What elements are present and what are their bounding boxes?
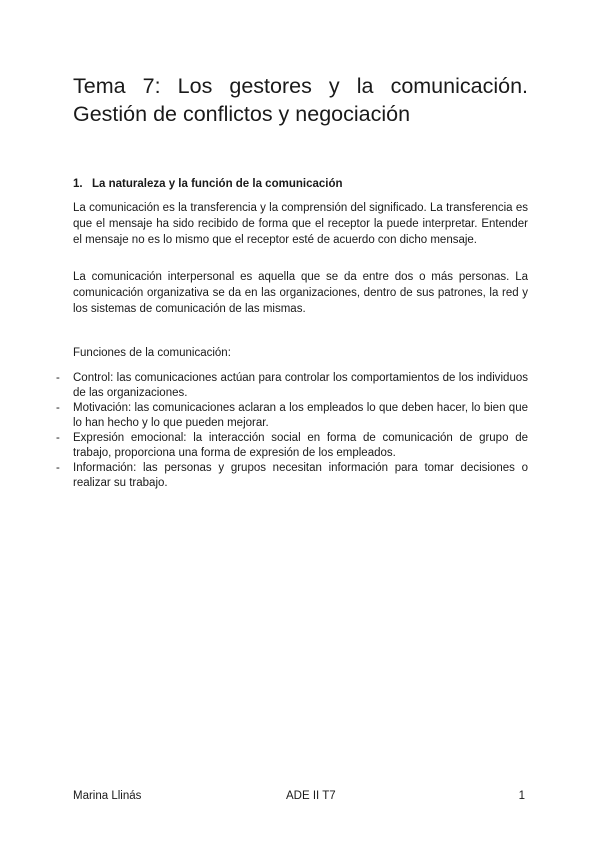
bullet-dash: -: [56, 462, 60, 474]
page-title: [73, 72, 528, 128]
page-footer: [73, 790, 528, 806]
bullet-dash: -: [56, 402, 60, 414]
section-heading: [73, 178, 343, 190]
list-item: [56, 461, 528, 491]
function-text-motivation: Motivación: las comunicaciones aclaran a los empleados lo que deben hacer, lo bien que lo han hecho y lo que pueden mejorar.: [73, 402, 528, 429]
list-item: [56, 401, 528, 431]
footer-page-number: 1: [518, 790, 525, 802]
bullet-dash: -: [56, 372, 60, 384]
list-item: [56, 431, 528, 461]
functions-list: [56, 371, 528, 491]
function-text-information: Información: las personas y grupos necesitan información para tomar decisiones o realizar su trabajo.: [73, 462, 528, 489]
function-text-control: Control: las comunicaciones actúan para controlar los comportamientos de los individuos de las organizaciones.: [73, 372, 528, 399]
paragraph-definition: La comunicación es la transferencia y la comprensión del significado. La transferencia es que el mensaje ha sido recibido de forma que el receptor la puede interpretar. Entender el mensaje no es lo mismo que el receptor esté de acuerdo con dicho mensaje.: [73, 202, 528, 246]
title-line-2: Gestión de conflictos y negociación: [73, 102, 411, 126]
paragraph-interpersonal: La comunicación interpersonal es aquella que se da entre dos o más personas. La comunicación organizativa se da en las organizaciones, dentro de sus patrones, la red y los sistemas de comunicación de las mismas.: [73, 271, 528, 315]
section-title: La naturaleza y la función de la comunicación: [92, 178, 343, 190]
list-item: [56, 371, 528, 401]
footer-course: ADE II T7: [286, 790, 336, 802]
bullet-dash: -: [56, 432, 60, 444]
footer-author: Marina Llinás: [73, 790, 142, 802]
functions-label: Funciones de la comunicación:: [73, 347, 231, 359]
title-line-1: Tema 7: Los gestores y la comunicación.: [73, 74, 528, 98]
function-text-emotional: Expresión emocional: la interacción social en forma de comunicación de grupo de trabajo, proporciona una forma de expresión de los empleados.: [73, 432, 528, 459]
section-number: 1.: [73, 178, 83, 190]
